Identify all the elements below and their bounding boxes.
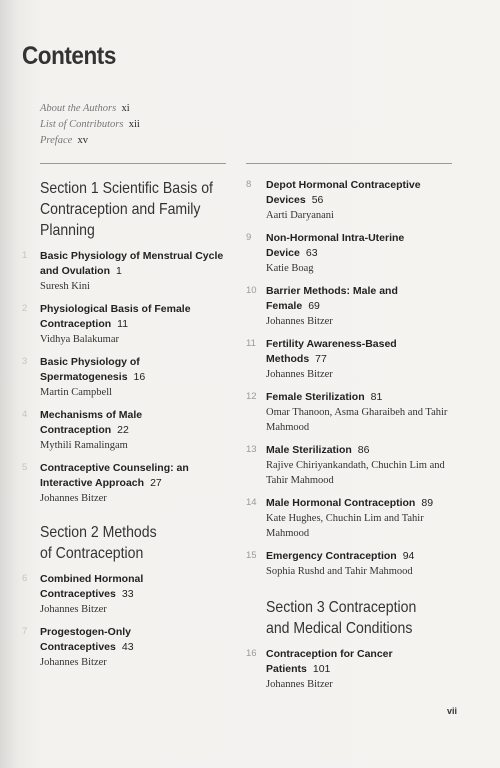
chapter-title-text: Male Hormonal Contraception [266, 497, 416, 509]
toc-entry [22, 625, 230, 670]
chapter-authors: Vidhya Balakumar [40, 334, 119, 345]
chapter-title-text: Combined Hormonal Contraceptives [40, 573, 144, 600]
chapter-page: 1 [116, 265, 122, 277]
chapter-title [40, 355, 150, 385]
chapter-title-text: Depot Hormonal Contraceptive Devices [266, 179, 421, 206]
chapter-authors: Kate Hughes, Chuchin Lim and Tahir Mahmood [266, 513, 424, 539]
chapter-authors: Sophia Rushd and Tahir Mahmood [266, 566, 413, 577]
chapter-number: 9 [246, 232, 252, 243]
right-column [246, 178, 466, 692]
toc-entry [246, 496, 466, 541]
chapter-authors: Johannes Bitzer [40, 604, 107, 615]
chapter-title-text: Basic Physiology of Menstrual Cycle and Ovulation [40, 250, 224, 277]
section-heading: Section 2 Methods of Contraception [40, 524, 157, 562]
toc-entry [246, 284, 466, 329]
front-matter-item [40, 117, 140, 133]
toc-entry [246, 178, 466, 223]
chapter-page: 89 [421, 497, 434, 509]
chapter-authors: Johannes Bitzer [266, 679, 333, 690]
toc-entry [246, 647, 466, 692]
page-title: Contents [22, 42, 116, 70]
chapter-number: 5 [22, 462, 28, 473]
chapter-title [40, 572, 160, 602]
chapter-authors: Suresh Kini [40, 281, 90, 292]
front-matter-label: About the Authors [40, 103, 117, 114]
front-matter-page: xi [121, 103, 130, 114]
chapter-title [266, 337, 406, 367]
chapter-page: 27 [150, 477, 162, 489]
chapter-authors: Rajive Chiriyankandath, Chuchin Lim and Tahir Mahmood [266, 460, 445, 486]
chapter-page: 94 [402, 550, 415, 562]
chapter-title-text: Basic Physiology of Spermatogenesis [40, 356, 140, 383]
chapter-title [40, 461, 200, 491]
chapter-title-text: Male Sterilization [266, 444, 352, 456]
chapter-title [40, 408, 160, 438]
chapter-title [266, 284, 416, 314]
chapter-page: 81 [370, 391, 383, 403]
chapter-authors: Martin Campbell [40, 387, 113, 398]
front-matter-item [40, 101, 140, 117]
toc-entry [22, 572, 230, 617]
chapter-page: 86 [357, 444, 370, 456]
chapter-title-text: Emergency Contraception [266, 550, 397, 562]
chapter-page: 16 [133, 371, 146, 383]
chapter-number: 16 [246, 648, 257, 659]
chapter-authors: Omar Thanoon, Asma Gharaibeh and Tahir Mahmood [266, 407, 448, 433]
chapter-number: 4 [22, 409, 28, 420]
chapter-page: 56 [311, 194, 324, 206]
chapter-title-text: Mechanisms of Male Contraception [40, 409, 143, 436]
chapter-number: 3 [22, 356, 28, 367]
chapter-title-text: Non-Hormonal Intra-Uterine Device [266, 232, 405, 259]
chapter-authors: Aarti Daryanani [266, 210, 334, 221]
chapter-page: 22 [117, 424, 129, 436]
chapter-title [266, 390, 466, 405]
chapter-authors: Mythili Ramalingam [40, 440, 128, 451]
front-matter-label: Preface [40, 135, 73, 146]
chapter-number: 1 [22, 250, 28, 261]
chapter-page: 69 [308, 300, 320, 312]
chapter-number: 8 [246, 179, 252, 190]
chapter-title [266, 443, 466, 458]
chapter-title-text: Physiological Basis of Female Contraception [40, 303, 191, 330]
left-column [22, 178, 230, 670]
chapter-title-text: Female Sterilization [266, 391, 365, 403]
chapter-authors: Johannes Bitzer [40, 657, 107, 668]
page-number: vii [447, 706, 458, 716]
chapter-number: 6 [22, 573, 28, 584]
toc-entry [22, 302, 230, 347]
toc-entry [22, 355, 230, 400]
chapter-authors: Johannes Bitzer [40, 493, 107, 504]
front-matter-item [40, 133, 140, 149]
chapter-title-text: Fertility Awareness-Based Methods [266, 338, 397, 365]
front-matter-list [40, 101, 140, 149]
toc-entry [22, 249, 230, 294]
chapter-page: 77 [315, 353, 327, 365]
chapter-authors: Johannes Bitzer [266, 369, 333, 380]
toc-entry [22, 461, 230, 506]
section-heading: Section 1 Scientific Basis of Contraception and Family Planning [40, 180, 213, 239]
chapter-authors: Katie Boag [266, 263, 314, 274]
chapter-title [266, 647, 416, 677]
toc-entry [246, 390, 466, 435]
front-matter-label: List of Contributors [40, 119, 124, 130]
chapter-title [266, 231, 416, 261]
chapter-number: 12 [246, 391, 257, 402]
toc-entry [246, 443, 466, 488]
chapter-page: 101 [312, 663, 331, 675]
chapter-title-text: Barrier Methods: Male and Female [266, 285, 398, 312]
chapter-title [266, 549, 466, 564]
toc-entry [246, 231, 466, 276]
chapter-title [40, 302, 230, 332]
chapter-page: 11 [117, 318, 129, 330]
chapter-number: 14 [246, 497, 257, 508]
toc-entry [22, 408, 230, 453]
left-divider [40, 163, 226, 164]
chapter-page: 33 [121, 588, 134, 600]
chapter-title [40, 249, 230, 279]
chapter-page: 43 [121, 641, 134, 653]
chapter-number: 15 [246, 550, 257, 561]
toc-entry [246, 337, 466, 382]
chapter-title [40, 625, 150, 655]
chapter-title-text: Contraceptive Counseling: an Interactive Approach [40, 462, 189, 489]
toc-entry [246, 549, 466, 579]
chapter-title [266, 178, 466, 208]
section-heading: Section 3 Contraception and Medical Conditions [266, 599, 417, 637]
chapter-number: 2 [22, 303, 28, 314]
chapter-number: 7 [22, 626, 28, 637]
chapter-page: 63 [305, 247, 318, 259]
chapter-number: 13 [246, 444, 257, 455]
chapter-number: 10 [246, 285, 257, 296]
chapter-authors: Johannes Bitzer [266, 316, 333, 327]
right-divider [246, 163, 452, 164]
chapter-title [266, 496, 466, 511]
front-matter-page: xii [128, 119, 140, 130]
chapter-title-text: Contraception for Cancer Patients [266, 648, 393, 675]
chapter-title-text: Progestogen-Only Contraceptives [40, 626, 132, 653]
chapter-number: 11 [246, 338, 256, 349]
front-matter-page: xv [77, 135, 89, 146]
